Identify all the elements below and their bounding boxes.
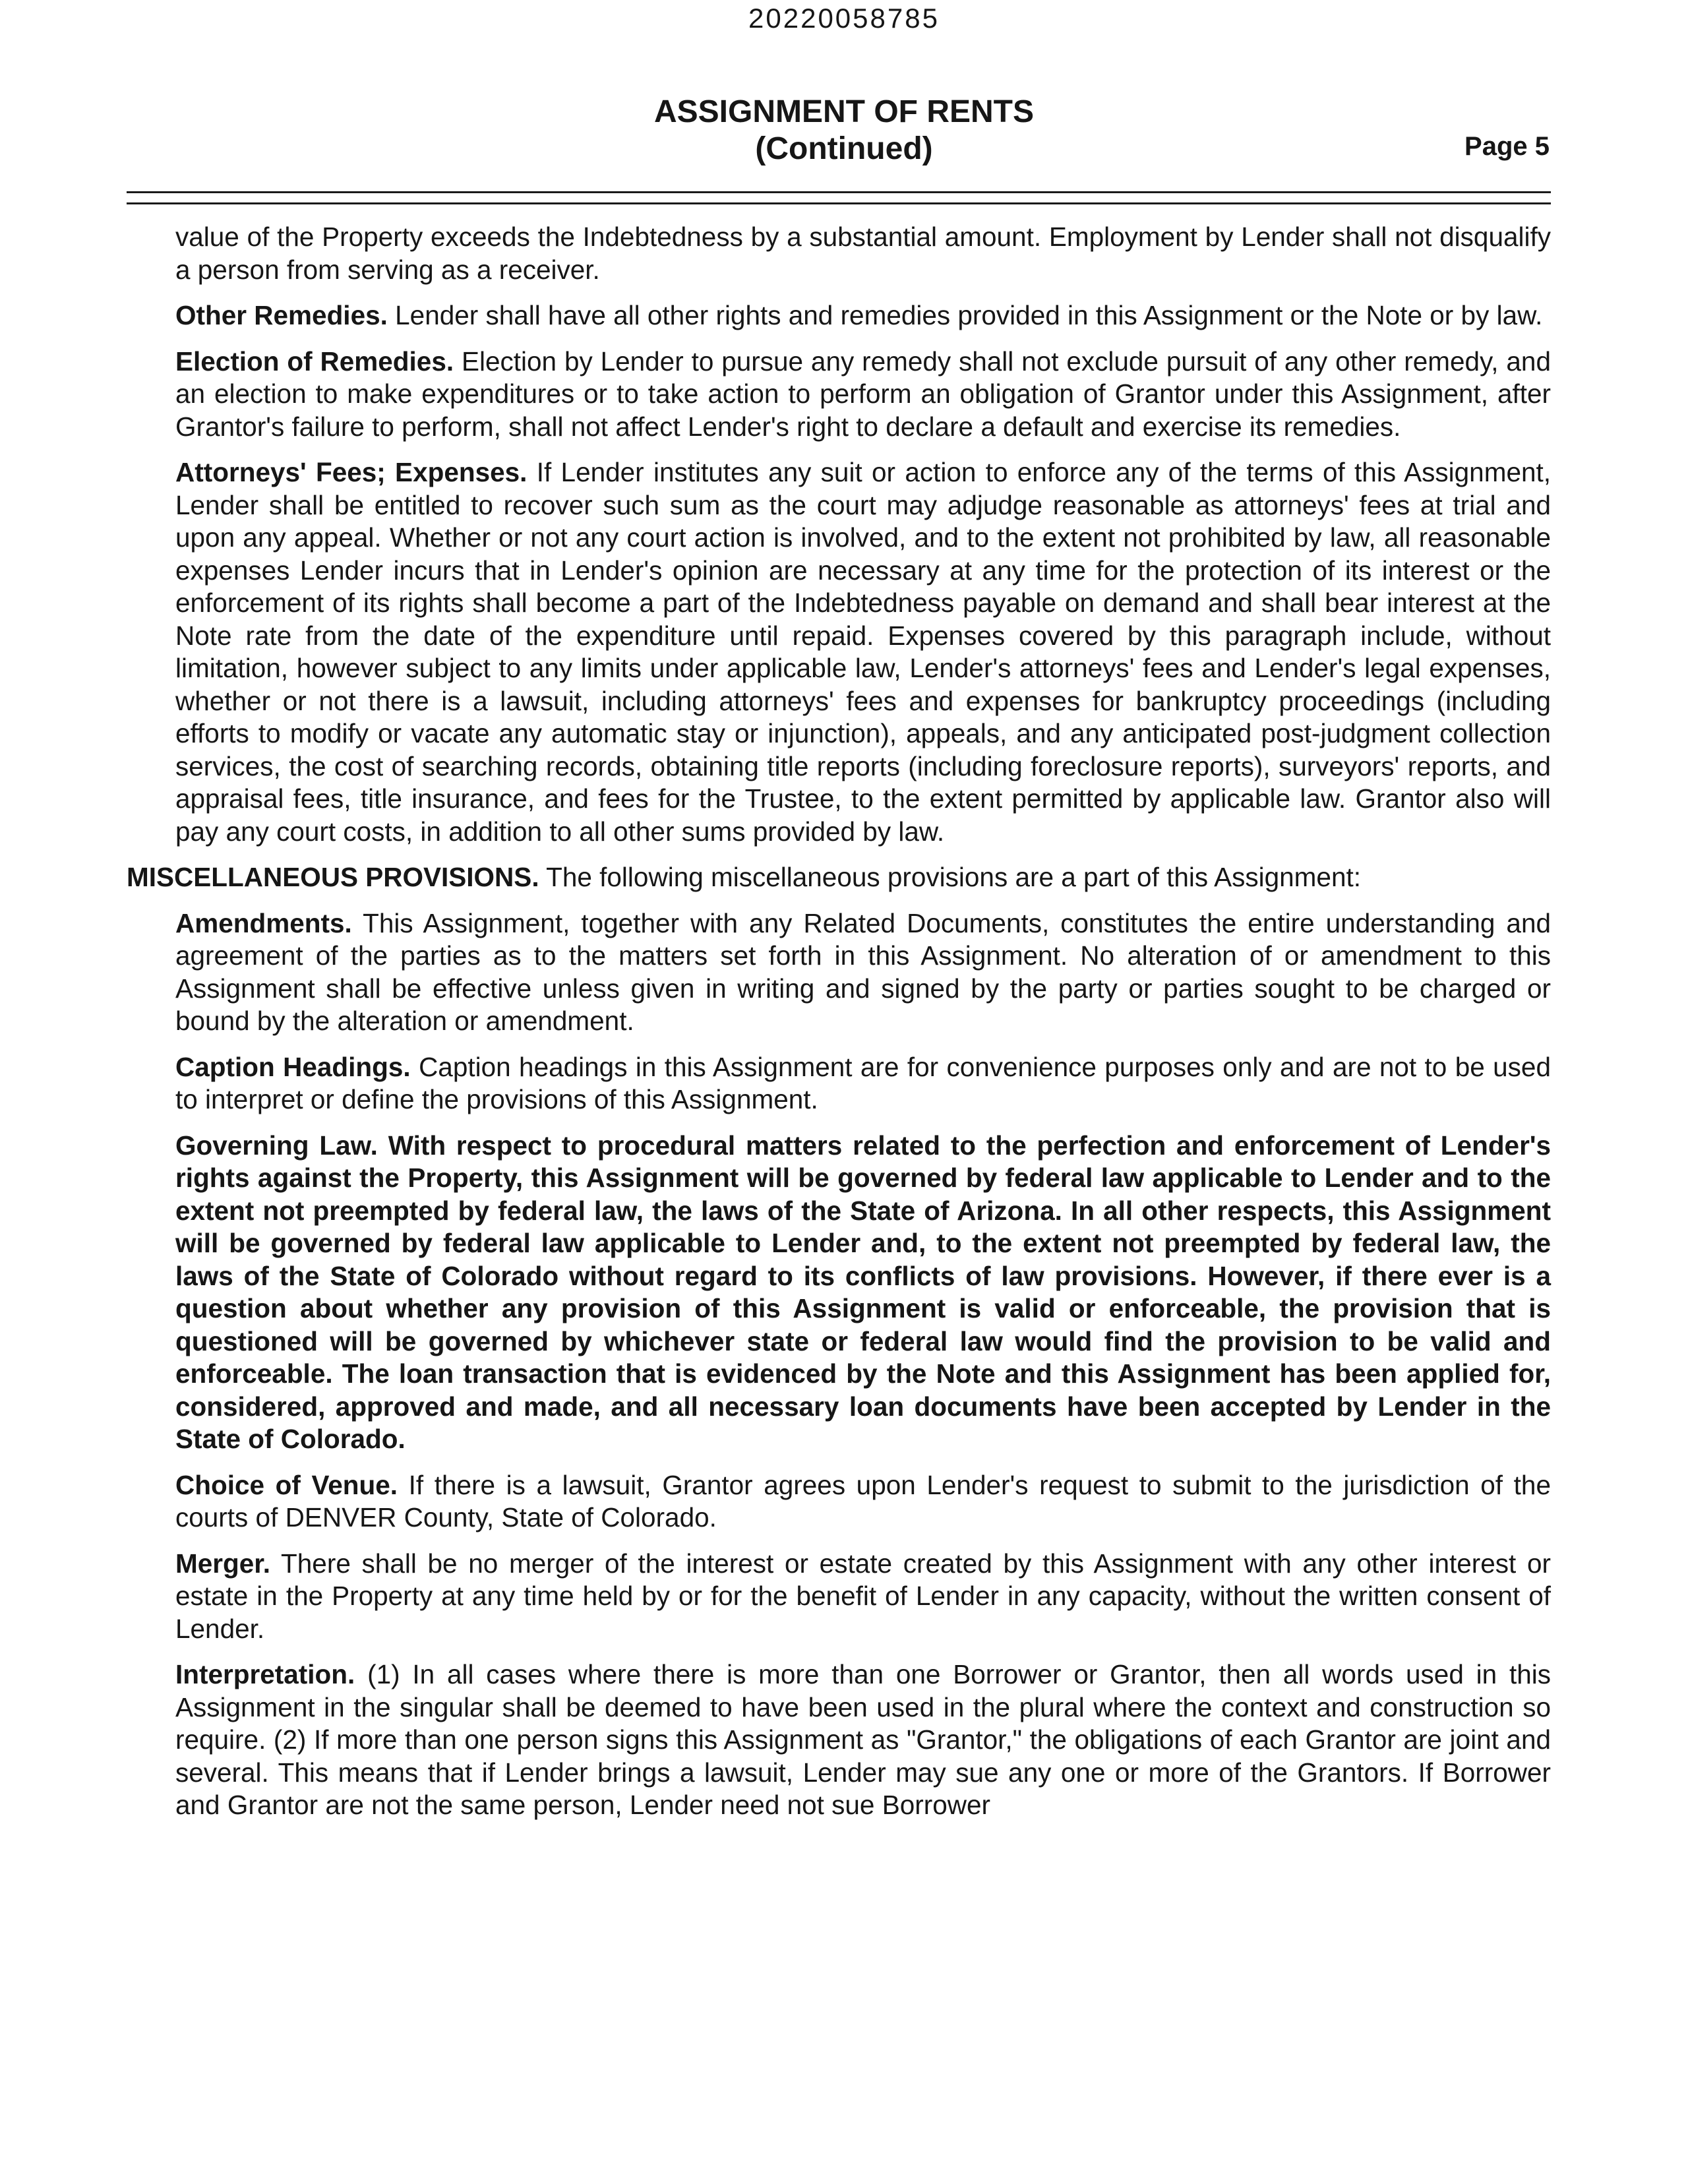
- merger-text: There shall be no merger of the interest or estate created by this Assignment with any other interest or estate in the Property at any time held by or for the benefit of Lender in any capacity, without the written consent of Lender.: [175, 1548, 1551, 1644]
- merger-heading: Merger.: [175, 1548, 271, 1579]
- interpretation-heading: Interpretation.: [175, 1659, 355, 1689]
- governing-law-text: With respect to procedural matters related to the perfection and enforcement of Lender's rights against the Property, this Assignment will be governed by federal law applicable to Lender and to the extent not preempted by federal law, the laws of the State of Arizona. In all other respects, this Assignment will be governed by federal law applicable to Lender and, to the extent not preempted by federal law, the laws of the State of Colorado without regard to its conflicts of law provisions. However, if there ever is a question about whether any provision of this Assignment is valid or enforceable, the provision that is questioned will be governed by whichever state or federal law would find the provision to be valid and enforceable. The loan transaction that is evidenced by the Note and this Assignment has been applied for, considered, approved and made, and all necessary loan documents have been accepted by Lender in the State of Colorado.: [175, 1130, 1551, 1454]
- receiver-paragraph: value of the Property exceeds the Indebtedness by a substantial amount. Employment by Lender shall not disqualify a person from serving as a receiver.: [175, 222, 1551, 285]
- amendments-text: This Assignment, together with any Related Documents, constitutes the entire understanding and agreement of the parties as to the matters set forth in this Assignment. No alteration of or amendment to this Assignment shall be effective unless given in writing and signed by the party or parties sought to be charged or bound by the alteration or amendment.: [175, 907, 1551, 1036]
- other-remedies-heading: Other Remedies.: [175, 300, 388, 330]
- miscellaneous-provisions-paragraph: [127, 861, 1551, 894]
- amendments-heading: Amendments.: [175, 907, 352, 938]
- document-body: [0, 221, 1688, 1835]
- election-of-remedies-heading: Election of Remedies.: [175, 346, 454, 377]
- choice-of-venue-heading: Choice of Venue.: [175, 1469, 398, 1500]
- title-line-1: ASSIGNMENT OF RENTS: [653, 94, 1035, 129]
- governing-law-heading: Governing Law.: [175, 1130, 378, 1161]
- attorneys-fees-text: If Lender institutes any suit or action to enforce any of the terms of this Assignment, Lender shall be entitled to recover such sum as the court may adjudge reasonable as attorneys' fees at trial and upon any appeal. Whether or not any court action is involved, and to the extent not prohibited by law, all reasonable expenses Lender incurs that in Lender's opinion are necessary at any time for the protection of its interest or the enforcement of its rights shall become a part of the Indebtedness payable on demand and shall bear interest at the Note rate from the date of the expenditure until repaid. Expenses covered by this paragraph include, without limitation, however subject to any limits under applicable law, Lender's attorneys' fees and Lender's legal expenses, whether or not there is a lawsuit, including attorneys' fees and expenses for bankruptcy proceedings (including efforts to modify or vacate any automatic stay or injunction), appeals, and any anticipated post-judgment collection services, the cost of searching records, obtaining title reports (including foreclosure reports), surveyors' reports, and appraisal fees, title insurance, and fees for the Trustee, to the extent permitted by applicable law. Grantor also will pay any court costs, in addition to all other sums provided by law.: [175, 457, 1551, 847]
- governing-law-paragraph: [175, 1130, 1551, 1456]
- page-number: Page 5: [1464, 132, 1550, 161]
- caption-headings-heading: Caption Headings.: [175, 1051, 411, 1082]
- attorneys-fees-paragraph: [175, 456, 1551, 848]
- header-rule-top: [127, 191, 1551, 193]
- caption-headings-text: Caption headings in this Assignment are for convenience purposes only and are not to be used to interpret or define the provisions of this Assignment.: [175, 1051, 1551, 1114]
- document-title: [0, 94, 1688, 167]
- document-number: 20220058785: [748, 3, 940, 34]
- merger-paragraph: [175, 1548, 1551, 1646]
- miscellaneous-provisions-heading: MISCELLANEOUS PROVISIONS.: [127, 862, 539, 892]
- miscellaneous-provisions-text: The following miscellaneous provisions are a part of this Assignment:: [546, 862, 1361, 892]
- other-remedies-paragraph: [175, 299, 1551, 332]
- election-of-remedies-text: Election by Lender to pursue any remedy shall not exclude pursuit of any other remedy, and an election to make expenditures or to take action to perform an obligation of Grantor under this Assignment, after Grantor's failure to perform, shall not affect Lender's right to declare a default and exercise its remedies.: [175, 346, 1551, 442]
- attorneys-fees-heading: Attorneys' Fees; Expenses.: [175, 457, 528, 487]
- choice-of-venue-text: If there is a lawsuit, Grantor agrees upon Lender's request to submit to the jurisdiction of the courts of DENVER County, State of Colorado.: [175, 1469, 1551, 1532]
- title-line-2: (Continued): [755, 131, 933, 166]
- amendments-paragraph: [175, 907, 1551, 1038]
- choice-of-venue-paragraph: [175, 1469, 1551, 1534]
- interpretation-text: (1) In all cases where there is more than one Borrower or Grantor, then all words used in this Assignment in the singular shall be deemed to have been used in the plural where the context and construction so require. (2) If more than one person signs this Assignment as "Grantor," the obligations of each Grantor are joint and several. This means that if Lender brings a lawsuit, Lender may sue any one or more of the Grantors. If Borrower and Grantor are not the same person, Lender need not sue Borrower: [175, 1659, 1551, 1820]
- other-remedies-text: Lender shall have all other rights and remedies provided in this Assignment or the Note or by law.: [395, 300, 1543, 330]
- election-of-remedies-paragraph: [175, 346, 1551, 444]
- interpretation-paragraph: [175, 1658, 1551, 1822]
- caption-headings-paragraph: [175, 1051, 1551, 1116]
- header-rule-bottom: [127, 202, 1551, 204]
